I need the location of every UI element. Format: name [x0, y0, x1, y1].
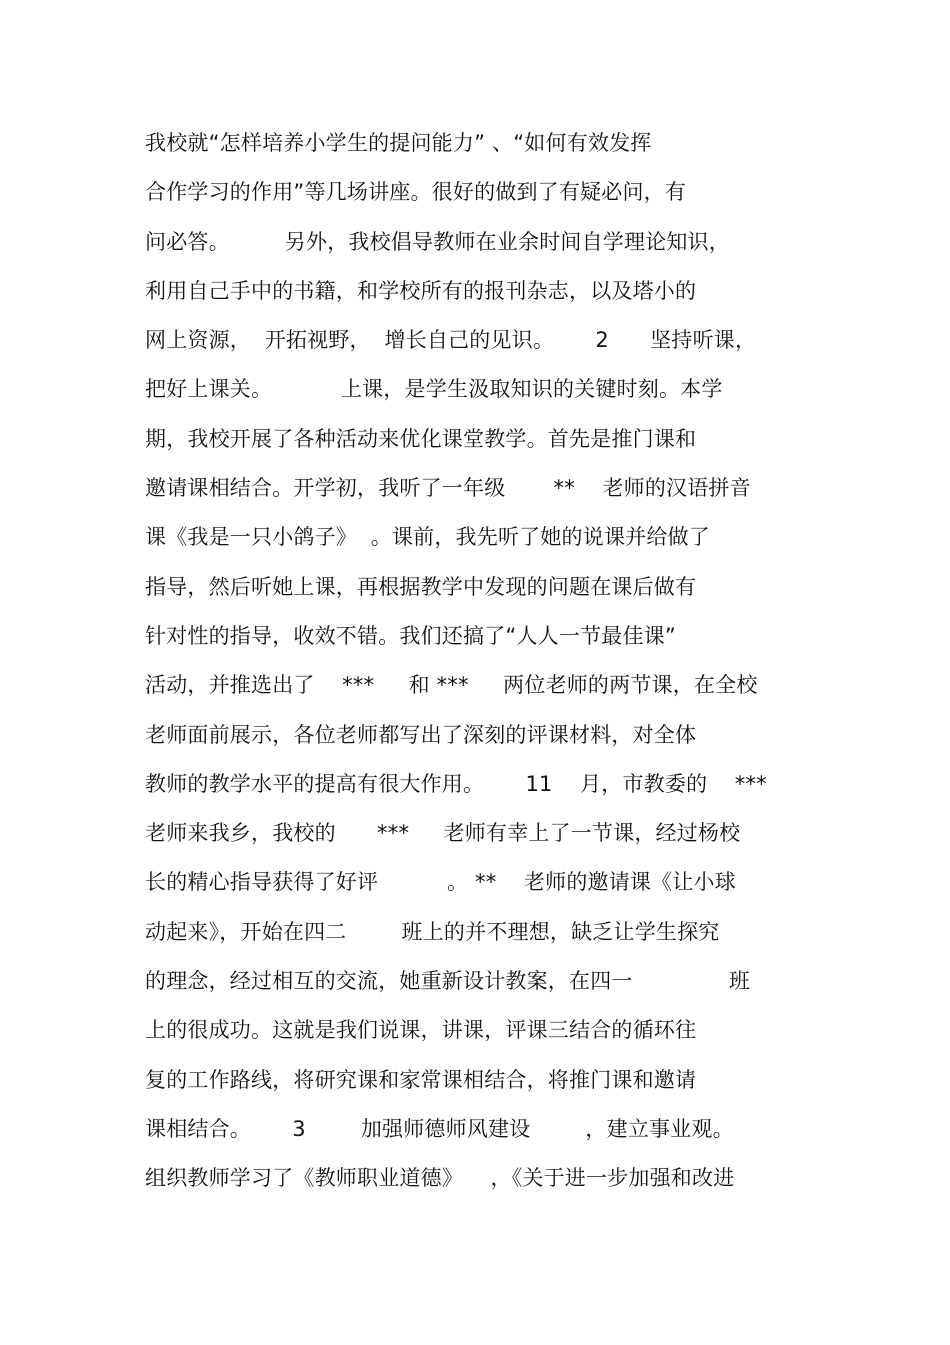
text-line: 的理念，经过相互的交流，她重新设计教案，在四一 班: [145, 969, 751, 994]
text-line: 老师来我乡，我校的 *** 老师有幸上了一节课，经过杨校: [145, 821, 741, 846]
text-line: 合作学习的作用”等几场讲座。很好的做到了有疑必问，有: [145, 180, 687, 205]
text-line: 老师面前展示，各位老师都写出了深刻的评课材料，对全体: [145, 722, 697, 747]
text-line: 把好上课关。 上课，是学生汲取知识的关键时刻。本学: [145, 377, 723, 402]
text-line: 利用自己手中的书籍，和学校所有的报刊杂志，以及塔小的: [145, 278, 697, 303]
text-line: 长的精心指导获得了好评 。 ** 老师的邀请课《让小球: [145, 870, 736, 895]
text-line: 课《我是一只小鸽子》 。课前，我先听了她的说课并给做了: [145, 525, 710, 550]
text-line: 上的很成功。这就是我们说课，讲课，评课三结合的循环往: [145, 1018, 697, 1043]
text-line: 指导，然后听她上课，再根据教学中发现的问题在课后做有: [145, 574, 697, 599]
text-line: 邀请课相结合。开学初，我听了一年级 ** 老师的汉语拼音: [145, 476, 751, 501]
text-line: 动起来》，开始在四二 班上的并不理想，缺乏让学生探究: [145, 919, 720, 944]
text-line: 课相结合。 3 加强师德师风建设 ，建立事业观。: [145, 1116, 734, 1141]
text-line: 活动，并推选出了 *** 和 *** 两位老师的两节课，在全校: [145, 673, 758, 698]
text-line: 网上资源， 开拓视野， 增长自己的见识。 2 坚持听课，: [145, 328, 757, 353]
text-line: 复的工作路线，将研究课和家常课相结合，将推门课和邀请: [145, 1067, 697, 1092]
text-line: 针对性的指导，收效不错。我们还搞了“人人一节最佳课”: [145, 623, 676, 648]
text-line: 教师的教学水平的提高有很大作用。 11 月，市教委的 ***: [145, 771, 767, 796]
body-text: [145, 119, 845, 1204]
text-line: 我校就“怎样培养小学生的提问能力” 、“如何有效发挥: [145, 131, 652, 155]
text-line: 组织教师学习了《教师职业道德》 ，《关于进一步加强和改进: [145, 1166, 735, 1191]
text-line: 问必答。 另外，我校倡导教师在业余时间自学理论知识，: [145, 229, 730, 254]
text-line: 期，我校开展了各种活动来优化课堂教学。首先是推门课和: [145, 426, 697, 451]
